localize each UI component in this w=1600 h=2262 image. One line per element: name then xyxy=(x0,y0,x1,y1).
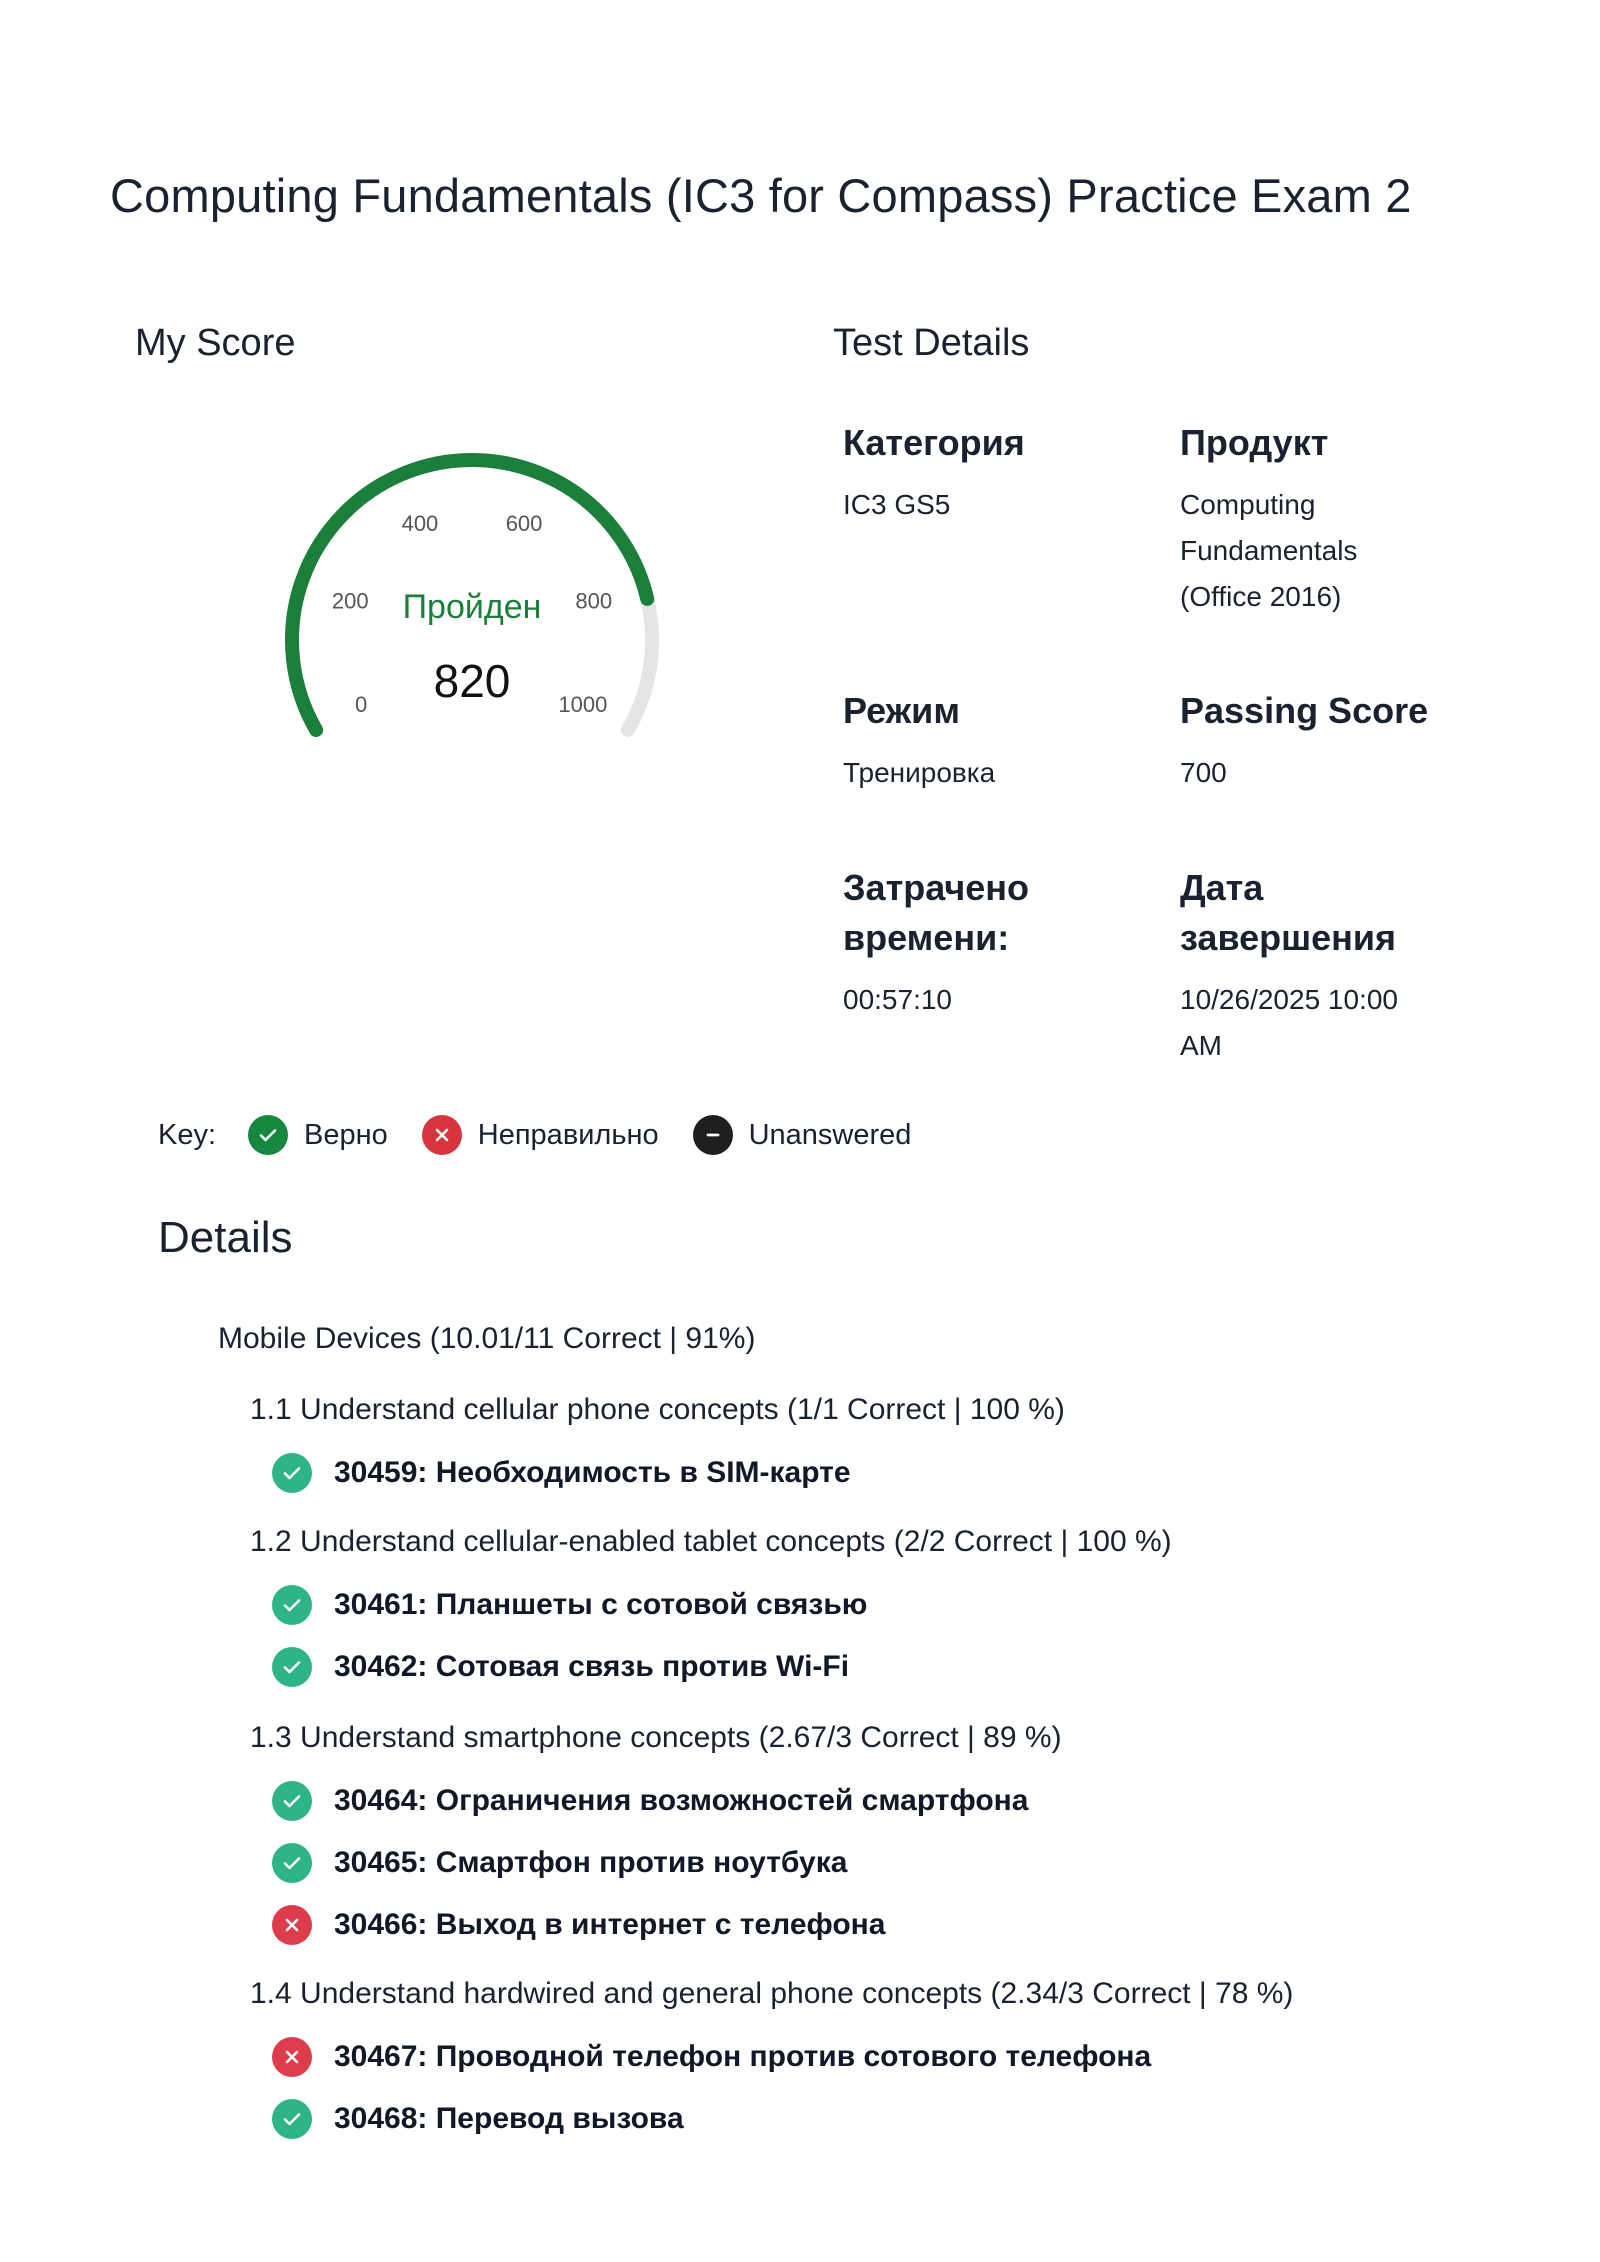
product-value-line: (Office 2016) xyxy=(1180,581,1342,612)
check-circle-icon xyxy=(272,2099,312,2139)
question-title[interactable]: 30462: Сотовая связь против Wi-Fi xyxy=(334,1650,850,1683)
key-unanswered xyxy=(693,1115,912,1155)
key-correct xyxy=(248,1115,388,1155)
product-value xyxy=(1180,482,1357,620)
domain-summary: Mobile Devices (10.01/11 Correct | 91%) xyxy=(218,1322,756,1355)
question-item[interactable] xyxy=(272,1583,867,1627)
product-detail xyxy=(1180,418,1357,620)
gauge-tick-label: 1000 xyxy=(558,692,608,717)
time-spent-value: 00:57:10 xyxy=(843,984,952,1015)
completion-date-value-line: 10/26/2025 10:00 xyxy=(1180,984,1398,1015)
question-title[interactable]: 30468: Перевод вызова xyxy=(334,2102,684,2135)
check-circle-icon xyxy=(272,1453,312,1493)
gauge-tick-label: 600 xyxy=(505,511,543,537)
question-item[interactable] xyxy=(272,1779,1028,1823)
key-unanswered-label: Unanswered xyxy=(748,1118,912,1151)
key-correct-label: Верно xyxy=(304,1118,388,1151)
question-title[interactable]: 30461: Планшеты с сотовой связью xyxy=(334,1588,868,1621)
product-value-line: Computing xyxy=(1180,489,1316,520)
question-item[interactable] xyxy=(272,1645,849,1689)
question-title[interactable]: 30466: Выход в интернет с телефона xyxy=(334,1908,886,1941)
passing-score-label: Passing Score xyxy=(1180,690,1429,731)
gauge-tick-label: 400 xyxy=(401,511,439,537)
objective-title: 1.2 Understand cellular-enabled tablet concepts (2/2 Correct | 100 %) xyxy=(250,1525,1172,1558)
check-circle-icon xyxy=(272,1585,312,1625)
mode-value: Тренировка xyxy=(843,757,996,788)
objective-title: 1.4 Understand hardwired and general phone concepts (2.34/3 Correct | 78 %) xyxy=(250,1977,1294,2010)
mode-detail xyxy=(843,686,995,796)
question-item[interactable] xyxy=(272,2097,684,2141)
passing-score-value: 700 xyxy=(1180,757,1227,788)
x-circle-icon xyxy=(272,2037,312,2077)
question-title[interactable]: 30464: Ограничения возможностей смартфона xyxy=(334,1784,1029,1817)
x-circle-icon xyxy=(272,1905,312,1945)
completion-date-label xyxy=(1180,863,1398,963)
completion-date-label-line: завершения xyxy=(1180,917,1397,958)
gauge-tick-label: 800 xyxy=(575,588,613,614)
key-label: Key: xyxy=(158,1118,217,1151)
check-circle-icon xyxy=(272,1647,312,1687)
check-circle-icon xyxy=(248,1115,288,1155)
completion-date-label-line: Дата xyxy=(1180,867,1264,908)
objective-title: 1.3 Understand smartphone concepts (2.67/3 Correct | 89 %) xyxy=(250,1721,1062,1754)
question-title[interactable]: 30459: Необходимость в SIM-карте xyxy=(334,1456,851,1489)
category-label: Категория xyxy=(843,422,1025,463)
question-title[interactable]: 30467: Проводной телефон против сотового телефона xyxy=(334,2040,1152,2073)
question-item[interactable] xyxy=(272,2035,1151,2079)
question-title[interactable]: 30465: Смартфон против ноутбука xyxy=(334,1846,848,1879)
time-spent-label xyxy=(843,863,1029,963)
time-spent-detail xyxy=(843,863,1029,1023)
product-label: Продукт xyxy=(1180,422,1329,463)
gauge-tick-label: 0 xyxy=(355,692,368,717)
objective-title: 1.1 Understand cellular phone concepts (1/1 Correct | 100 %) xyxy=(250,1393,1065,1426)
my-score-heading: My Score xyxy=(135,322,296,364)
details-heading: Details xyxy=(158,1213,293,1262)
completion-date-value xyxy=(1180,977,1398,1069)
time-spent-label-line: времени: xyxy=(843,917,1010,958)
category-value: IC3 GS5 xyxy=(843,489,951,520)
gauge-tick-label: 200 xyxy=(331,588,369,614)
question-item[interactable] xyxy=(272,1451,851,1495)
minus-circle-icon xyxy=(693,1115,733,1155)
legend-key xyxy=(158,1110,945,1160)
question-item[interactable] xyxy=(272,1841,847,1885)
completion-date-value-line: AM xyxy=(1180,1030,1222,1061)
category-detail xyxy=(843,418,1025,528)
check-circle-icon xyxy=(272,1843,312,1883)
score-gauge xyxy=(262,440,682,740)
completion-date-detail xyxy=(1180,863,1398,1069)
test-details-heading: Test Details xyxy=(833,322,1030,364)
time-spent-label-line: Затрачено xyxy=(843,867,1029,908)
product-value-line: Fundamentals xyxy=(1180,535,1358,566)
check-circle-icon xyxy=(272,1781,312,1821)
score-value: 820 xyxy=(433,655,511,707)
pass-status-label: Пройден xyxy=(402,588,542,626)
key-incorrect-label: Неправильно xyxy=(477,1118,659,1151)
question-item[interactable] xyxy=(272,1903,885,1947)
page-title: Computing Fundamentals (IC3 for Compass) Practice Exam 2 xyxy=(110,169,1412,222)
passing-score-detail xyxy=(1180,686,1428,796)
mode-label: Режим xyxy=(843,690,960,731)
x-circle-icon xyxy=(422,1115,462,1155)
key-incorrect xyxy=(422,1115,659,1155)
